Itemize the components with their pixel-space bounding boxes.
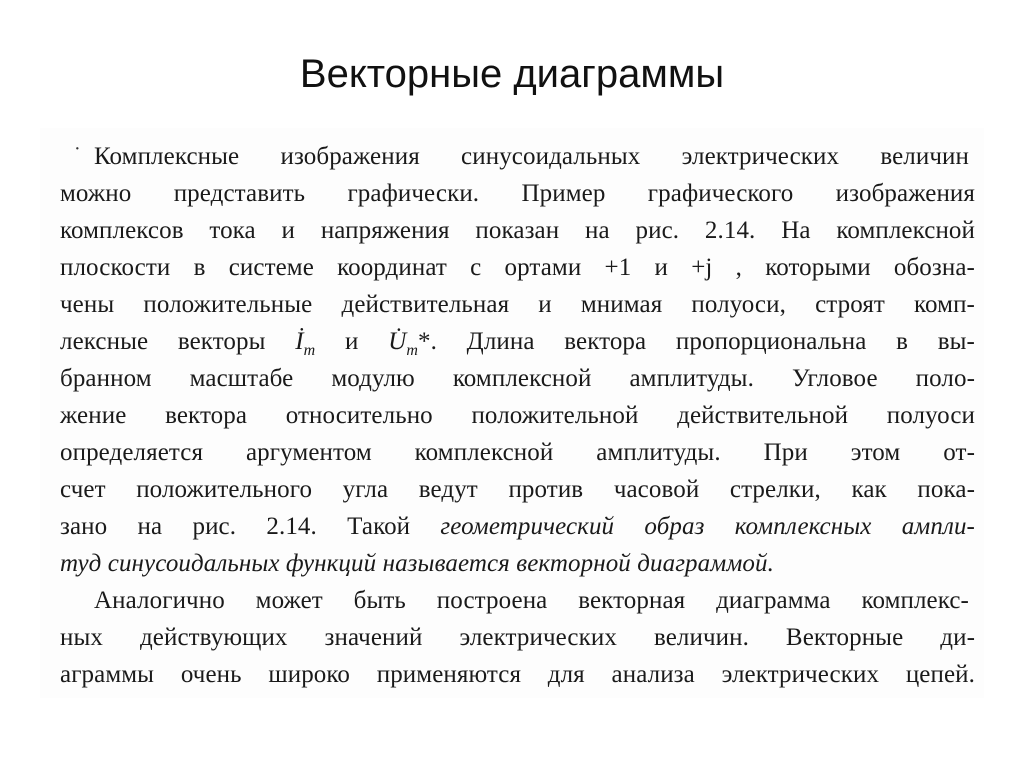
vector-subscript: m bbox=[303, 342, 316, 359]
text-line-11 bbox=[60, 512, 975, 542]
text-line-1: Комплексные изображения синусоидальных электрических величин bbox=[94, 143, 969, 170]
text-line-2: можно представить графически. Пример графического изображения bbox=[60, 180, 975, 207]
text-line-9: определяется аргументом комплексной амплитуды. При этом от- bbox=[60, 439, 975, 466]
text-line-8: жение вектора относительно положительной действительной полуоси bbox=[60, 402, 975, 429]
text-line-10: счет положительного угла ведут против часовой стрелки, как пока- bbox=[60, 476, 975, 503]
text-line-4: плоскости в системе координат с ортами +1 и +j , которыми обозна- bbox=[60, 254, 975, 281]
slide-title: Векторные диаграммы bbox=[299, 52, 725, 96]
voltage-vector-symbol bbox=[388, 328, 419, 359]
vector-letter: U̇ bbox=[388, 328, 407, 355]
text-line-12: туд синусоидальных функций называется векторной диаграммой. bbox=[60, 550, 774, 577]
text-fragment: и bbox=[345, 328, 359, 355]
text-fragment: зано на рис. 2.14. Такой bbox=[60, 513, 441, 540]
text-line-5: чены положительные действительная и мнимая полуоси, строят комп- bbox=[60, 291, 975, 318]
text-line-15: аграммы очень широко применяются для анализа электрических цепей. bbox=[60, 661, 975, 688]
italic-definition: геометрический образ комплексных ампли- bbox=[440, 513, 975, 540]
text-fragment: лексные векторы bbox=[60, 328, 266, 355]
text-line-14: ных действующих значений электрических величин. Векторные ди- bbox=[60, 624, 975, 651]
text-fragment: *. Длина вектора пропорциональна в вы- bbox=[418, 328, 975, 355]
text-line-6 bbox=[60, 327, 975, 366]
current-vector-symbol bbox=[295, 328, 316, 359]
text-line-13: Аналогично может быть построена векторная диаграмма комплекс- bbox=[94, 587, 969, 614]
text-line-7: бранном масштабе модулю комплексной амплитуды. Угловое поло- bbox=[60, 365, 975, 392]
text-line-3: комплексов тока и напряжения показан на рис. 2.14. На комплексной bbox=[60, 217, 975, 244]
scan-speck: · bbox=[74, 138, 81, 160]
vector-subscript: m bbox=[406, 342, 419, 359]
vector-letter: İ bbox=[295, 328, 304, 355]
